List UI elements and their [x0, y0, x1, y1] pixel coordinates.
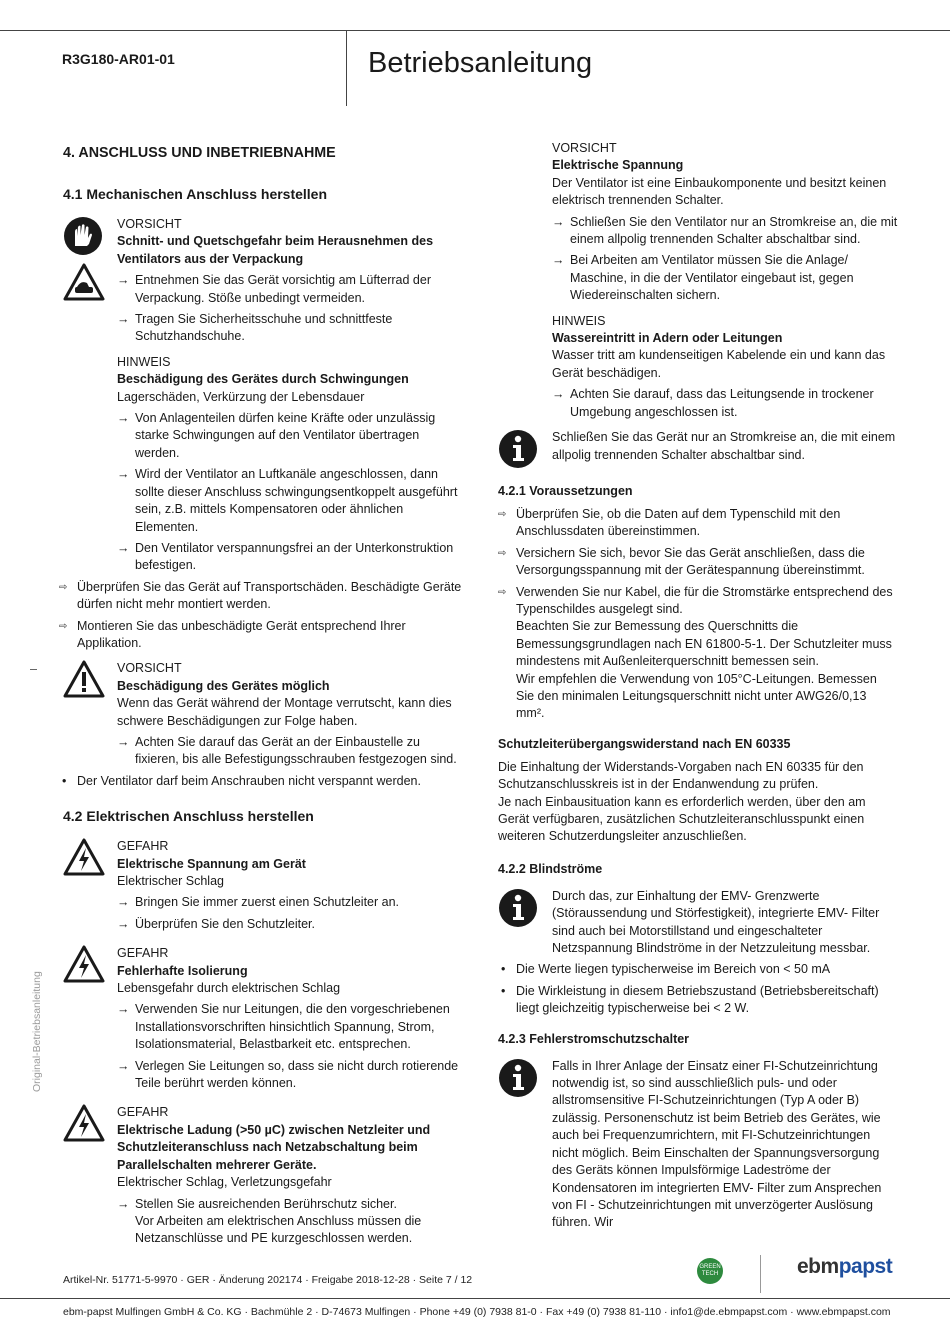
- info-text: Falls in Ihrer Anlage der Einsatz einer FI-Schutzeinrichtung notwendig ist, so sind ausschließlich puls- und oder allstromsensitive FI-Schutzeinrichtungen (Typ A oder B) zulässig. Personenschutz ist beim Betrieb des Gerätes, wie auch bei Frequenzumrichtern, mit FI-Schutzeinrichtungen nicht möglich. Beim Einschalten der Spannungsversorgung des Geräts können Impulsförmige Ladeströme der Kondensatoren im integrierten EMV- Filter zum Ansprechen von FI - Schutzeinrichtungen mit unverzögerter Auslösung führen. Wir: [552, 1058, 882, 1230]
- danger-label: GEFAHR: [117, 839, 169, 854]
- requirement-line: Wir empfehlen die Verwendung von 105°C-Leitungen. Bemessen Sie den minimalen Leitungsquerschnitt nicht unter AWG26/0,13 mm².: [516, 671, 877, 721]
- logo-divider: [760, 1255, 761, 1293]
- danger-title: Elektrische Ladung (>50 µC) zwischen Netzleiter und Schutzleiteranschluss nach Netzabschaltung beim Parallelschalten mehrerer Geräte.: [117, 1122, 431, 1172]
- logo-part: papst: [838, 1255, 893, 1278]
- info-icon: [498, 888, 538, 928]
- requirement-line: Verwenden Sie nur Kabel, die für die Stromstärke entsprechend des Typenschildes ausgelegt sind.: [516, 584, 893, 616]
- danger-block: [63, 945, 463, 1092]
- footer-rule: [0, 1298, 950, 1299]
- instruction-line: Stellen Sie ausreichenden Berührschutz sicher.: [135, 1196, 397, 1211]
- section-heading: 4. ANSCHLUSS UND INBETRIEBNAHME: [63, 145, 336, 161]
- info-text: Schließen Sie das Gerät nur an Stromkreise an, die mit einem allpolig trennenden Schalter abschaltbar sind.: [552, 430, 896, 462]
- caution-label: VORSICHT: [552, 141, 617, 155]
- requirement-item: ⇨ Versichern Sie sich, bevor Sie das Gerät anschließen, dass die Versorgungsspannung mit der Gerätespannung übereinstimmt.: [498, 545, 898, 580]
- danger-block: [63, 1104, 463, 1247]
- subsection-heading: 4.2.3 Fehlerstromschutzschalter: [498, 1031, 690, 1046]
- caution-title: Schnitt- und Quetschgefahr beim Herausnehmen des Ventilators aus der Verpackung: [117, 234, 434, 266]
- notice-text: Wasser tritt am kundenseitigen Kabelende ein und kann das Gerät beschädigen.: [552, 348, 886, 380]
- instruction: → Tragen Sie Sicherheitsschuhe und schnittfeste Schutzhandschuhe.: [117, 311, 463, 346]
- header-divider: [346, 30, 347, 106]
- notice-text: Lagerschäden, Verkürzung der Lebensdauer: [117, 389, 365, 404]
- instruction: → Achten Sie darauf, dass das Leitungsende in trockener Umgebung angeschlossen ist.: [552, 386, 898, 421]
- instruction: [117, 1196, 463, 1248]
- info-block: [498, 429, 898, 464]
- notice-title: Wassereintritt in Adern oder Leitungen: [552, 331, 783, 346]
- subsection-heading: Schutzleiterübergangswiderstand nach EN 60335: [498, 736, 791, 751]
- header-rule: [0, 30, 950, 31]
- instruction: → Entnehmen Sie das Gerät vorsichtig am Lüfterrad der Verpackung. Stöße unbedingt vermeiden.: [117, 272, 463, 307]
- instruction: → Den Ventilator verspannungsfrei an der Unterkonstruktion befestigen.: [117, 540, 463, 575]
- bullet-item: • Die Wirkleistung in diesem Betriebszustand (Betriebsbereitschaft) liegt gleichzeitig typischerweise bei < 2 W.: [498, 983, 898, 1018]
- danger-title: Elektrische Spannung am Gerät: [117, 856, 306, 871]
- notice-title: Beschädigung des Gerätes durch Schwingungen: [117, 372, 409, 387]
- instruction: → Achten Sie darauf das Gerät an der Einbaustelle zu fixieren, bis alle Befestigungsschrauben festgezogen sind.: [117, 734, 463, 769]
- caution-block: [498, 140, 898, 421]
- green-tech-badge: [697, 1258, 723, 1284]
- requirement-line: Beachten Sie zur Bemessung des Querschnitts die Bemessungsgrundlagen nach EN 61800-5-1. Der Schutzleiter muss mindestens mit Außenleiterquerschnitt bemessen sein.: [516, 619, 892, 669]
- info-block: [498, 1058, 898, 1232]
- gloves-icon: [63, 216, 103, 256]
- right-column: [498, 140, 898, 1236]
- danger-text: Elektrischer Schlag: [117, 874, 224, 888]
- instruction: → Überprüfen Sie den Schutzleiter.: [117, 916, 463, 933]
- instruction: → Wird der Ventilator an Luftkanäle angeschlossen, dann sollte dieser Anschluss schwingungsentkoppelt ausgeführt sein, z.B. mittels Kompensatoren oder ähnlichen Elementen.: [117, 466, 463, 536]
- subsection-heading: 4.2.1 Voraussetzungen: [498, 483, 633, 498]
- info-block: [498, 888, 898, 958]
- caution-block: [63, 660, 463, 768]
- bullet-item: • Der Ventilator darf beim Anschrauben nicht verspannt werden.: [59, 773, 463, 790]
- caution-title: Beschädigung des Gerätes möglich: [117, 678, 330, 693]
- instruction: → Von Anlagenteilen dürfen keine Kräfte oder unzulässig starke Schwingungen auf den Ventilator übertragen werden.: [117, 410, 463, 462]
- high-voltage-icon: [63, 1104, 105, 1142]
- danger-block: [63, 838, 463, 933]
- margin-mark: [30, 669, 37, 670]
- left-column: [63, 140, 463, 1252]
- step-item: ⇨ Überprüfen Sie das Gerät auf Transportschäden. Beschädigte Geräte dürfen nicht mehr montiert werden.: [59, 579, 463, 614]
- high-voltage-icon: [63, 945, 105, 983]
- caution-text: Wenn das Gerät während der Montage verrutscht, kann dies schwere Beschädigungen zur Folge haben.: [117, 696, 452, 728]
- danger-title: Fehlerhafte Isolierung: [117, 963, 248, 978]
- step-item: ⇨ Montieren Sie das unbeschädigte Gerät entsprechend Ihrer Applikation.: [59, 618, 463, 653]
- company-address: ebm-papst Mulfingen GmbH & Co. KG · Bachmühle 2 · D-74673 Mulfingen · Phone +49 (0) 7938 81-0 · Fax +49 (0) 7938 81-110 · info1@de.ebmpapst.com · www.ebmpapst.com: [63, 1306, 891, 1318]
- model-number: R3G180-AR01-01: [62, 51, 175, 67]
- side-label: Original-Betriebsanleitung: [31, 971, 43, 1092]
- paragraph: Die Einhaltung der Widerstands-Vorgaben nach EN 60335 für den Schutzanschlusskreis ist in der Endanwendung zu prüfen.: [498, 759, 864, 792]
- danger-label: GEFAHR: [117, 1105, 169, 1120]
- info-icon: [498, 429, 538, 469]
- caution-block: [63, 216, 463, 575]
- notice-label: HINWEIS: [552, 313, 606, 328]
- badge-text: GREEN TECH: [699, 1264, 721, 1277]
- page-title: Betriebsanleitung: [368, 47, 593, 79]
- notice-label: HINWEIS: [117, 354, 171, 369]
- requirement-item: ⇨ Überprüfen Sie, ob die Daten auf dem Typenschild mit den Anschlussdaten übereinstimmen.: [498, 506, 898, 541]
- subsection-heading: 4.2 Elektrischen Anschluss herstellen: [63, 808, 314, 825]
- info-icon: [498, 1058, 538, 1098]
- requirement-item: [498, 584, 898, 723]
- caution-label: VORSICHT: [117, 217, 182, 231]
- bullet-item: • Die Werte liegen typischerweise im Bereich von < 50 mA: [498, 961, 898, 978]
- article-info: Artikel-Nr. 51771-5-9970 · GER · Änderung 202174 · Freigabe 2018-12-28 · Seite 7 / 12: [63, 1274, 473, 1286]
- crush-warning-icon: [63, 263, 105, 301]
- logo-part: ebm: [797, 1255, 839, 1278]
- instruction: → Bei Arbeiten am Ventilator müssen Sie die Anlage/ Maschine, in die der Ventilator eingebaut ist, gegen Wiedereinschalten sichern.: [552, 252, 898, 304]
- info-text: Durch das, zur Einhaltung der EMV- Grenzwerte (Störaussendung und Störfestigkeit), integrierte EMV- Filter sind auch bei Motorstillstand und eingeschalteter Netzspannung Blindströme in der Netzzuleitung messbar.: [552, 888, 880, 956]
- caution-text: Der Ventilator ist eine Einbaukomponente und besitzt keinen elektrisch trennenden Schalter.: [552, 175, 887, 208]
- danger-label: GEFAHR: [117, 946, 169, 961]
- instruction: → Verlegen Sie Leitungen so, dass sie nicht durch rotierende Teile berührt werden können.: [117, 1058, 463, 1093]
- subsection-heading: 4.1 Mechanischen Anschluss herstellen: [63, 186, 328, 202]
- instruction: → Schließen Sie den Ventilator nur an Stromkreise an, die mit einem allpolig trennenden Schalter abschaltbar sind.: [552, 214, 898, 249]
- high-voltage-icon: [63, 838, 105, 876]
- paragraph: Je nach Einbausituation kann es erforderlich werden, über den am Gerät verfügbaren, zusätzlichen Schutzleiteranschlusspunkt einen weiteren Schutzerdungsleiter anzuschließen.: [498, 794, 866, 844]
- caution-title: Elektrische Spannung: [552, 158, 684, 173]
- danger-text: Lebensgefahr durch elektrischen Schlag: [117, 981, 341, 996]
- danger-text: Elektrischer Schlag, Verletzungsgefahr: [117, 1175, 332, 1190]
- instruction-line: Vor Arbeiten am elektrischen Anschluss müssen die Netzanschlüsse und PE kurzgeschlossen werden.: [135, 1213, 422, 1246]
- instruction: → Verwenden Sie nur Leitungen, die den vorgeschriebenen Installationsvorschriften hinsichtlich Spannung, Strom, Isolationsmaterial, Belastbarkeit etc. entsprechen.: [117, 1001, 463, 1053]
- caution-label: VORSICHT: [117, 661, 182, 676]
- warning-icon: [63, 660, 105, 698]
- instruction: → Bringen Sie immer zuerst einen Schutzleiter an.: [117, 894, 463, 911]
- subsection-heading: 4.2.2 Blindströme: [498, 861, 603, 876]
- company-logo: [797, 1255, 893, 1278]
